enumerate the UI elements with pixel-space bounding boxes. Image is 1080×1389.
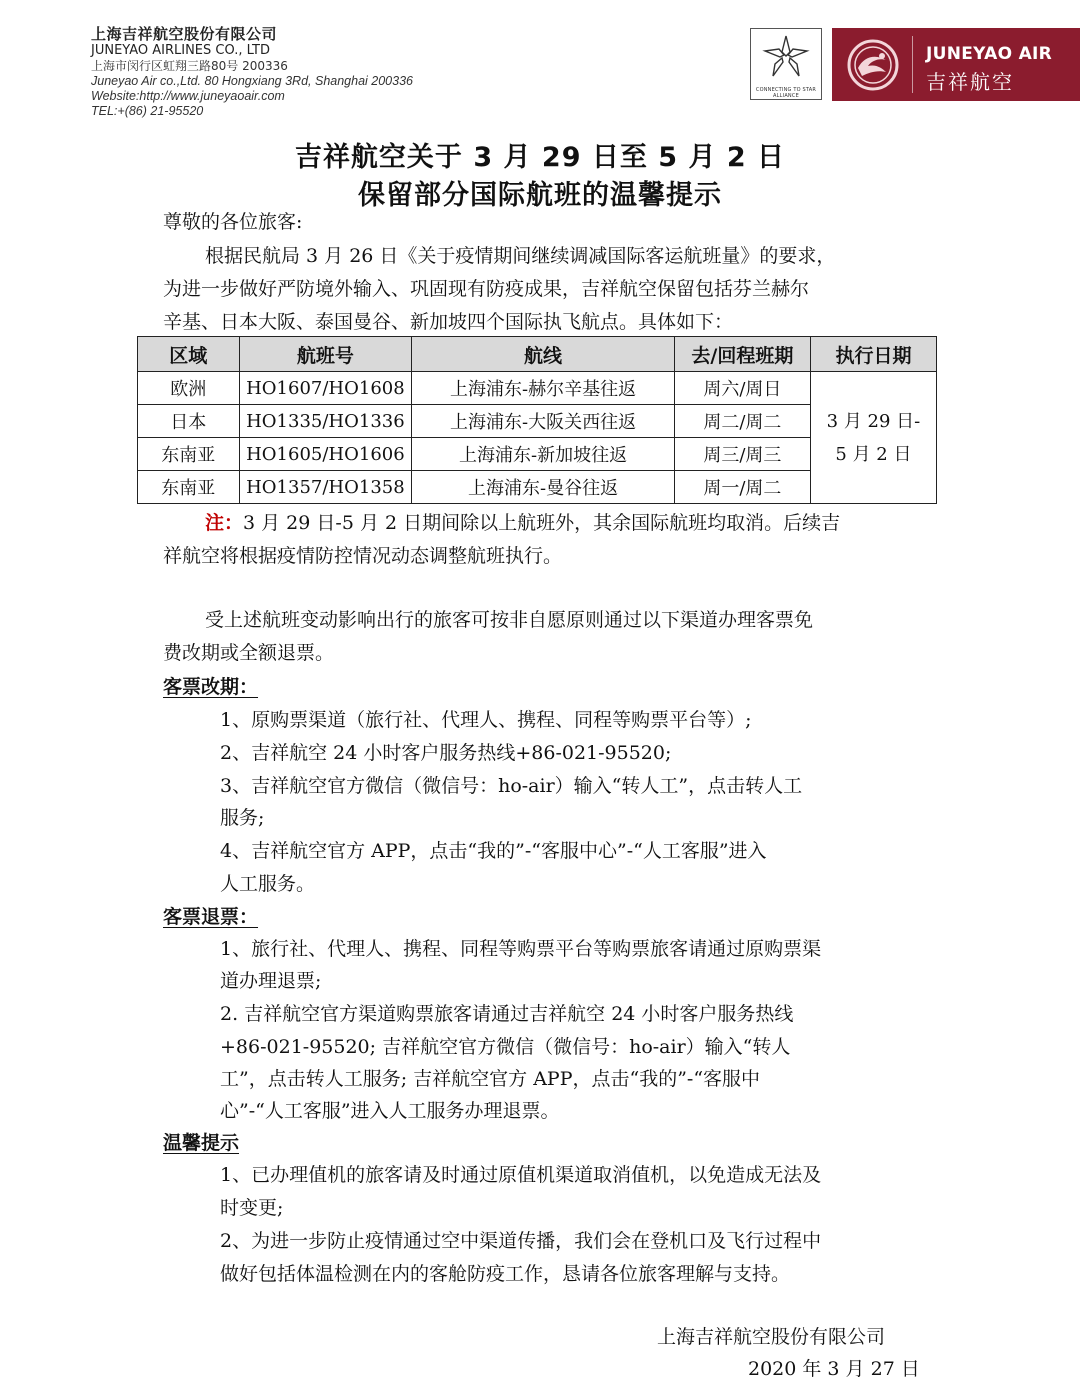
cell-route: 上海浦东-新加坡往返 <box>412 438 675 471</box>
header-flight-number: 航班号 <box>239 337 412 372</box>
date-range-start: 3 月 29 日- <box>826 410 921 432</box>
intro-line-2: 为进一步做好严防境外输入、巩固现有防疫成果，吉祥航空保留包括芬兰赫尔 <box>163 278 810 300</box>
letterhead <box>0 0 1080 124</box>
cell-flight-number: HO1607/HO1608 <box>239 372 412 405</box>
signature-company: 上海吉祥航空股份有限公司 <box>657 1326 886 1348</box>
tips-item-1: 1、已办理值机的旅客请及时通过原值机渠道取消值机，以免造成无法及 <box>220 1164 822 1186</box>
address-en: Juneyao Air co.,Ltd. 80 Hongxiang 3Rd, Shanghai 200336 <box>91 74 413 88</box>
refund-item-2: 2. 吉祥航空官方渠道购票旅客请通过吉祥航空 24 小时客户服务热线 <box>220 1003 794 1025</box>
cell-flight-number: HO1357/HO1358 <box>239 471 412 504</box>
rebook-item-4-cont: 人工服务。 <box>220 873 316 895</box>
salutation: 尊敬的各位旅客: <box>163 211 303 233</box>
star-alliance-caption: CONNECTING TO STAR ALLIANCE <box>755 87 817 99</box>
cell-schedule: 周三/周三 <box>674 438 810 471</box>
note-line-1 <box>205 511 840 535</box>
address-cn: 上海市闵行区虹翔三路80号 200336 <box>91 59 288 73</box>
flight-table <box>137 336 937 504</box>
tips-item-2: 2、为进一步防止疫情通过空中渠道传播，我们会在登机口及飞行过程中 <box>220 1230 822 1252</box>
website-text: Website:http://www.juneyaoair.com <box>91 89 285 103</box>
cell-region: 东南亚 <box>138 471 240 504</box>
table-header-row <box>138 337 937 372</box>
rebook-item-3: 3、吉祥航空官方微信（微信号：ho-air）输入“转人工”，点击转人工 <box>220 775 803 797</box>
cell-route: 上海浦东-赫尔辛基往返 <box>412 372 675 405</box>
cell-schedule: 周六/周日 <box>674 372 810 405</box>
note-line-2: 祥航空将根据疫情防控情况动态调整航班执行。 <box>163 545 563 567</box>
cell-route: 上海浦东-曼谷往返 <box>412 471 675 504</box>
table-row <box>138 372 937 405</box>
logo-text-cn: 吉祥航空 <box>926 70 1014 94</box>
cell-region: 东南亚 <box>138 438 240 471</box>
date-range-end: 5 月 2 日 <box>835 443 912 465</box>
company-name-cn: 上海吉祥航空股份有限公司 <box>91 25 278 43</box>
rebook-item-4: 4、吉祥航空官方 APP，点击“我的”-“客服中心”-“人工客服”进入 <box>220 840 767 862</box>
rebook-item-3-cont: 服务; <box>220 807 265 829</box>
company-info <box>91 26 413 119</box>
affected-line-1: 受上述航班变动影响出行的旅客可按非自愿原则通过以下渠道办理客票免 <box>205 609 814 631</box>
rebook-heading: 客票改期： <box>163 676 259 698</box>
header-schedule: 去/回程班期 <box>674 337 810 372</box>
rebook-item-2: 2、吉祥航空 24 小时客户服务热线+86-021-95520; <box>220 742 672 764</box>
cell-flight-number: HO1605/HO1606 <box>239 438 412 471</box>
cell-schedule: 周二/周二 <box>674 405 810 438</box>
tips-item-2-cont: 做好包括体温检测在内的客舱防疫工作，恳请各位旅客理解与支持。 <box>220 1263 791 1285</box>
header-dates: 执行日期 <box>810 337 936 372</box>
cell-execution-date <box>810 372 936 504</box>
refund-item-1: 1、旅行社、代理人、携程、同程等购票平台等购票旅客请通过原购票渠 <box>220 938 822 960</box>
refund-heading: 客票退票： <box>163 906 259 928</box>
cell-region: 欧洲 <box>138 372 240 405</box>
refund-item-1-cont: 道办理退票; <box>220 970 322 992</box>
refund-item-2-cont-1: +86-021-95520; 吉祥航空官方微信（微信号：ho-air）输入“转人 <box>220 1036 791 1058</box>
cell-schedule: 周一/周二 <box>674 471 810 504</box>
note-label: 注： <box>205 512 244 534</box>
juneyao-logo <box>832 28 1080 101</box>
note-text-1: 3 月 29 日-5 月 2 日期间除以上航班外，其余国际航班均取消。后续吉 <box>243 512 841 534</box>
refund-item-2-cont-3: 心”-“人工客服”进入人工服务办理退票。 <box>220 1100 560 1122</box>
logo-text-en: JUNEYAO AIR <box>926 44 1053 64</box>
cell-flight-number: HO1335/HO1336 <box>239 405 412 438</box>
signature-date: 2020 年 3 月 27 日 <box>748 1358 920 1380</box>
refund-item-2-cont-2: 工”，点击转人工服务; 吉祥航空官方 APP，点击“我的”-“客服中 <box>220 1068 761 1090</box>
affected-line-2: 费改期或全额退票。 <box>163 642 335 664</box>
juneyao-emblem-icon <box>846 38 900 92</box>
header-region: 区域 <box>138 337 240 372</box>
logo-divider <box>912 36 913 93</box>
company-name-en: JUNEYAO AIRLINES CO., LTD <box>91 43 270 58</box>
cell-route: 上海浦东-大阪关西往返 <box>412 405 675 438</box>
intro-line-1: 根据民航局 3 月 26 日《关于疫情期间继续调减国际客运航班量》的要求， <box>205 245 836 267</box>
cell-region: 日本 <box>138 405 240 438</box>
tips-item-1-cont: 时变更; <box>220 1197 284 1219</box>
page-title-line2: 保留部分国际航班的温馨提示 <box>358 180 722 211</box>
page-title-line1: 吉祥航空关于 3 月 29 日至 5 月 2 日 <box>294 142 786 173</box>
intro-line-3: 辛基、日本大阪、泰国曼谷、新加坡四个国际执飞航点。具体如下： <box>163 311 734 333</box>
telephone-text: TEL:+(86) 21-95520 <box>91 104 204 118</box>
rebook-item-1: 1、原购票渠道（旅行社、代理人、携程、同程等购票平台等）; <box>220 709 752 731</box>
header-route: 航线 <box>412 337 675 372</box>
tips-heading: 温馨提示 <box>163 1132 240 1154</box>
